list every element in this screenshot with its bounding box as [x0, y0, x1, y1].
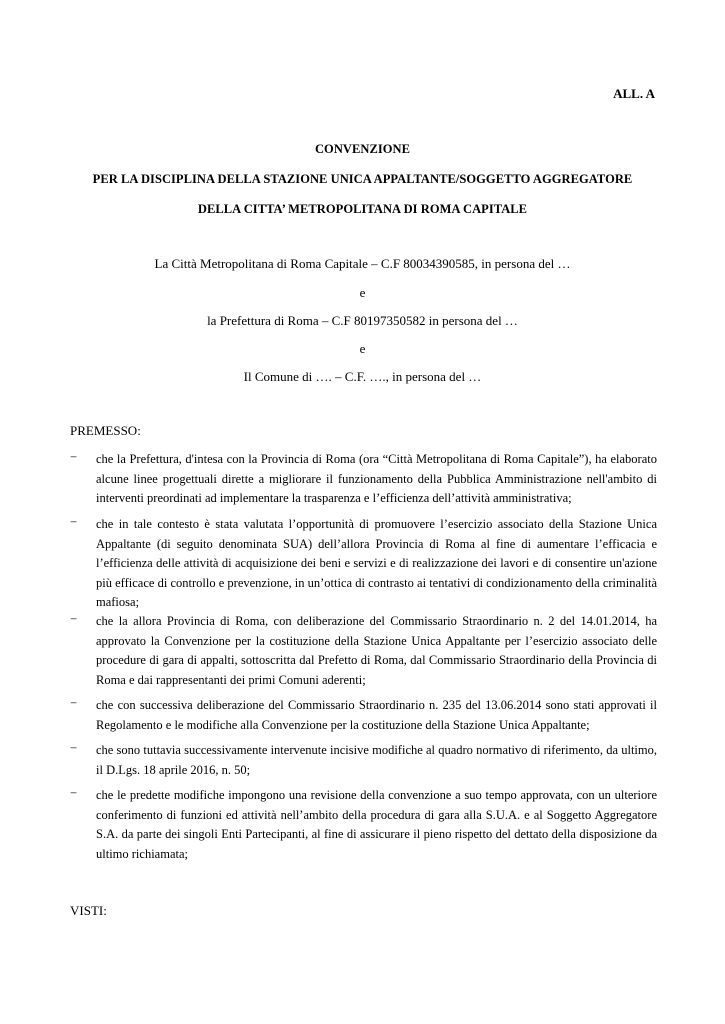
- bullet-dash: −: [70, 741, 78, 755]
- document-title: CONVENZIONE: [314, 142, 410, 156]
- list-item: [70, 515, 657, 613]
- list-item-text: che la Prefettura, d'intesa con la Provincia di Roma (ora “Città Metropolitana di Roma Capitale”), ha elaborato alcune linee progettuali dirette a migliorare il funzionamento della Pubblica Amministrazione nell'ambito di interventi preordinati ad implementare la trasparenza e l’efficienza dell’attività amministrativa;: [96, 452, 657, 505]
- party-comune: Il Comune di …. – C.F. …., in persona del …: [243, 369, 482, 384]
- document-subtitle-line-2: DELLA CITTA’ METROPOLITANA DI ROMA CAPITALE: [197, 202, 528, 216]
- party-conjunction: e: [359, 285, 366, 300]
- list-item: [70, 612, 657, 690]
- list-item-text: che sono tuttavia successivamente intervenute incisive modifiche al quadro normativo di riferimento, da ultimo, il D.Lgs. 18 aprile 2016, n. 50;: [96, 743, 657, 777]
- list-item: [70, 696, 657, 735]
- bullet-dash: −: [70, 515, 78, 529]
- party-citta-metropolitana: La Città Metropolitana di Roma Capitale – C.F 80034390585, in persona del …: [154, 256, 571, 271]
- list-item-text: che le predette modifiche impongono una revisione della convenzione a suo tempo approvata, con un ulteriore conferimento di funzioni ed attività nell’ambito della procedura di gara alla S.U.A. e al Soggetto Aggregatore S.A. da parte dei singoli Enti Partecipanti, al fine di assicurare il pieno rispetto del dettato della disposizione da ultimo richiamata;: [96, 788, 657, 861]
- visti-heading: VISTI:: [70, 903, 107, 918]
- list-item: [70, 786, 657, 864]
- list-item-text: che la allora Provincia di Roma, con deliberazione del Commissario Straordinario n. 2 del 14.01.2014, ha approvato la Convenzione per la costituzione della Stazione Unica Appaltante per l’esercizio associato delle procedure di gara di appalti, sottoscritta dal Prefetto di Roma, dal Commissario Straordinario della Provincia di Roma e dai rappresentanti dei primi Comuni aderenti;: [96, 614, 657, 687]
- list-item: [70, 450, 657, 509]
- party-prefettura: la Prefettura di Roma – C.F 80197350582 in persona del …: [207, 313, 518, 328]
- bullet-dash: −: [70, 612, 78, 626]
- list-item-text: che con successiva deliberazione del Commissario Straordinario n. 235 del 13.06.2014 sono stati approvati il Regolamento e le modifiche alla Convenzione per la costituzione della Stazione Unica Appaltante;: [96, 698, 657, 732]
- annex-label: ALL. A: [613, 86, 655, 101]
- list-item-text: che in tale contesto è stata valutata l’opportunità di promuovere l’esercizio associato della Stazione Unica Appaltante (di seguito denominata SUA) dell’allora Provincia di Roma al fine di aumentare l’efficacia e l’efficienza delle attività di acquisizione dei beni e servizi e di realizzazione dei lavori e di consentire un'azione più efficace di controllo e prevenzione, in un’ottica di contrasto ai tentativi di condizionamento della criminalità mafiosa;: [96, 517, 657, 609]
- list-item: [70, 741, 657, 780]
- premesso-heading: PREMESSO:: [70, 423, 141, 438]
- document-subtitle-line-1: PER LA DISCIPLINA DELLA STAZIONE UNICA APPALTANTE/SOGGETTO AGGREGATORE: [92, 172, 633, 186]
- bullet-dash: −: [70, 786, 78, 800]
- party-conjunction: e: [359, 341, 366, 356]
- bullet-dash: −: [70, 696, 78, 710]
- bullet-dash: −: [70, 450, 78, 464]
